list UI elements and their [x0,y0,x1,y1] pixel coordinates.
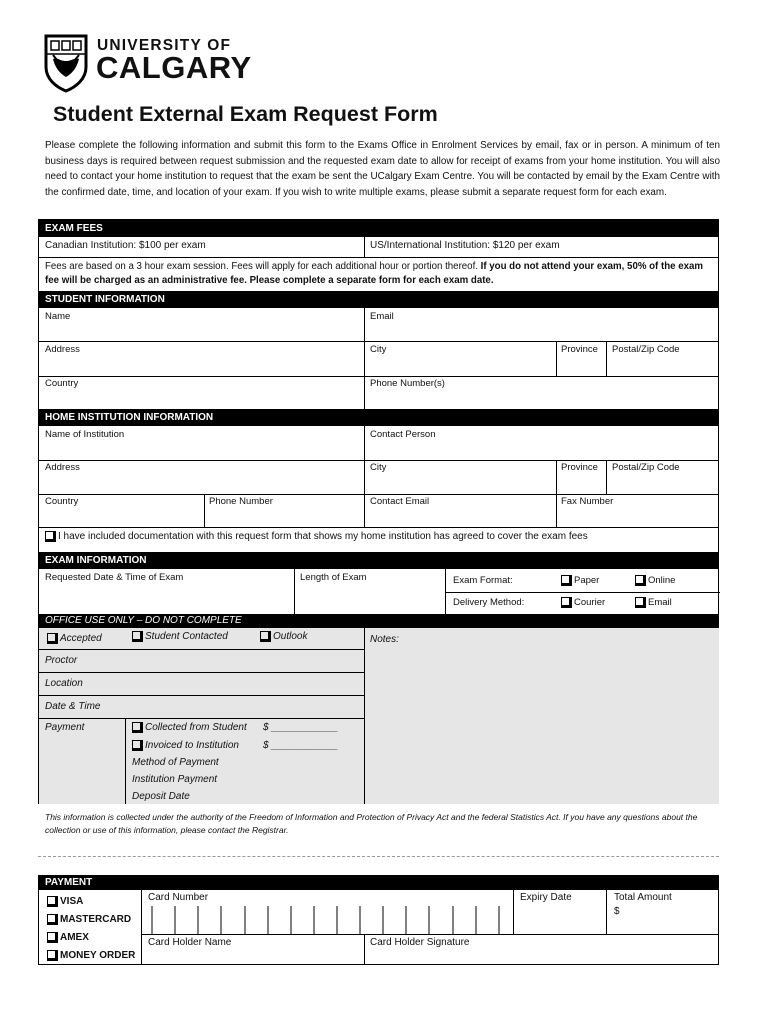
method-of-payment-label: Method of Payment [132,757,219,768]
student-postal-field[interactable]: Postal/Zip Code [612,344,680,355]
checkbox[interactable] [45,531,54,540]
institution-country-field[interactable]: Country [45,496,79,507]
mastercard-label: MASTERCARD [60,914,132,925]
institution-province-field[interactable]: Province [561,462,598,473]
university-logo [43,33,258,95]
checkbox[interactable] [47,633,56,642]
location-field: Location [45,678,83,689]
intro-paragraph: Please complete the following information and submit this form to the Exams Office in Enrolment Services by email, fax or in person. A minimum of ten business days is required between request submission and the requested exam date to allow for receipt of exams from your home institution. You will also need to contact your home institution to request that the exam be sent the UCalgary Exam Centre. You will be contacted by email by the Exam Centre with the confirmed date, time, and location of your exam. If you wish to write multiple exams, please submit a separate request form for each exam. [45,140,720,198]
invoiced-label: Invoiced to Institution [145,740,239,751]
request-form [38,219,719,804]
outlook-option[interactable] [260,631,307,642]
divider [39,376,718,377]
checkbox[interactable] [47,932,56,941]
student-email-field[interactable]: Email [370,311,394,322]
divider [39,341,718,342]
divider [364,308,365,409]
card-number-input[interactable] [148,906,508,934]
accepted-option[interactable] [47,633,102,644]
cut-line [38,856,719,857]
courier-label: Courier [574,597,606,608]
delivery-courier-option[interactable] [561,597,605,608]
checkbox [132,722,141,731]
divider [513,890,514,934]
office-notes-panel [364,628,719,804]
format-paper-option[interactable] [561,575,599,586]
checkbox[interactable] [47,914,56,923]
divider [204,494,205,527]
divider [39,460,718,461]
collected-amount: $ ____________ [263,722,339,733]
fax-number-field[interactable]: Fax Number [561,496,614,507]
divider [294,569,295,614]
divider [364,237,365,257]
checkbox[interactable] [561,597,570,606]
paper-label: Paper [574,575,600,586]
total-amount-field[interactable]: $ [614,906,620,917]
card-number-boxes [148,906,508,934]
documentation-label: I have included documentation with this request form that shows my home institution has agreed to cover the exam fees [58,531,588,542]
expiry-date-field[interactable]: Expiry Date [520,892,572,903]
divider [39,527,718,528]
payment-label: Payment [45,722,85,733]
delivery-method-label: Delivery Method: [453,597,525,608]
money-order-label: MONEY ORDER [60,950,136,961]
logo-line-1: UNIVERSITY OF [97,37,232,54]
accepted-label: Accepted [60,633,102,644]
visa-option[interactable] [47,896,83,907]
amex-option[interactable] [47,932,89,943]
contact-email-field[interactable]: Contact Email [370,496,430,507]
fee-note-bold: If you do not attend your exam, 50% of the exam fee will be charged as an administrative fee. Please complete a separate form for each exam date. [45,261,703,286]
checkbox[interactable] [561,575,570,584]
outlook-label: Outlook [273,631,308,642]
student-phone-field[interactable]: Phone Number(s) [370,378,445,389]
contact-person-field[interactable]: Contact Person [370,429,436,440]
institution-address-field[interactable]: Address [45,462,80,473]
exam-length-field[interactable]: Length of Exam [300,572,367,583]
checkbox[interactable] [47,896,56,905]
divider [606,460,607,494]
divider [364,934,365,965]
institution-city-field[interactable]: City [370,462,387,473]
total-amount-label: Total Amount [614,892,672,903]
student-address-field[interactable]: Address [45,344,80,355]
card-holder-name-field[interactable]: Card Holder Name [148,937,232,948]
checkbox[interactable] [47,950,56,959]
online-label: Online [648,575,676,586]
deposit-date-label: Deposit Date [132,791,190,802]
divider [606,341,607,376]
shield-crest-icon [43,33,89,93]
exam-info-header: EXAM INFORMATION [39,552,718,569]
student-name-field[interactable]: Name [45,311,71,322]
delivery-email-option[interactable] [635,597,672,608]
payment-header: PAYMENT [39,876,719,890]
email-label: Email [648,597,672,608]
exam-date-time-field[interactable]: Requested Date & Time of Exam [45,572,184,583]
divider [39,718,364,719]
money-order-option[interactable] [47,950,135,961]
fee-international: US/International Institution: $120 per exam [370,240,560,251]
divider [606,890,607,934]
checkbox[interactable] [260,631,269,640]
fee-canadian: Canadian Institution: $100 per exam [45,240,206,251]
student-province-field[interactable]: Province [561,344,598,355]
payment-section [38,875,719,965]
card-number-label: Card Number [148,892,209,903]
institution-postal-field[interactable]: Postal/Zip Code [612,462,680,473]
exam-fees-header: EXAM FEES [39,220,718,237]
institution-name-field[interactable]: Name of Institution [45,429,125,440]
logo-line-2: CALGARY [96,50,252,85]
card-holder-signature-field[interactable]: Card Holder Signature [370,937,470,948]
notes-label: Notes: [370,634,399,645]
divider [39,649,364,650]
student-contacted-option[interactable] [132,631,228,642]
divider [39,672,364,673]
divider [445,592,720,593]
divider [141,934,719,935]
student-country-field[interactable]: Country [45,378,79,389]
checkbox [132,740,141,749]
fee-note-plain: Fees are based on a 3 hour exam session. Fees will apply for each additional hour or portion thereof. [45,261,481,272]
mastercard-option[interactable] [47,914,131,925]
invoiced-amount: $ ____________ [263,740,339,751]
collected-label: Collected from Student [145,722,247,733]
checkbox[interactable] [635,597,644,606]
divider [39,695,364,696]
office-use-header: OFFICE USE ONLY – DO NOT COMPLETE [39,614,718,628]
privacy-footnote: This information is collected under the authority of the Freedom of Information and Protection of Privacy Act and the federal Statistics Act. If you have any questions about the collection or use of this information, please contact the Registrar. [45,812,698,835]
date-time-field: Date & Time [45,701,101,712]
divider [141,890,142,965]
checkbox[interactable] [132,631,141,640]
proctor-field: Proctor [45,655,78,666]
divider [125,718,126,804]
divider [39,257,718,258]
fee-note [45,260,715,288]
home-institution-header: HOME INSTITUTION INFORMATION [39,409,718,426]
student-contacted-label: Student Contacted [145,631,228,642]
documentation-checkbox-row[interactable] [45,531,588,542]
divider [556,341,557,376]
page-title: Student External Exam Request Form [53,102,438,126]
amex-label: AMEX [60,932,89,943]
divider [39,494,718,495]
checkbox[interactable] [635,575,644,584]
format-online-option[interactable] [635,575,675,586]
institution-payment-label: Institution Payment [132,774,218,785]
institution-phone-field[interactable]: Phone Number [209,496,273,507]
divider [364,426,365,527]
invoiced-option [132,740,239,751]
student-info-header: STUDENT INFORMATION [39,291,718,308]
visa-label: VISA [60,896,84,907]
collected-option [132,722,247,733]
student-city-field[interactable]: City [370,344,387,355]
exam-format-label: Exam Format: [453,575,513,586]
divider [364,628,365,804]
